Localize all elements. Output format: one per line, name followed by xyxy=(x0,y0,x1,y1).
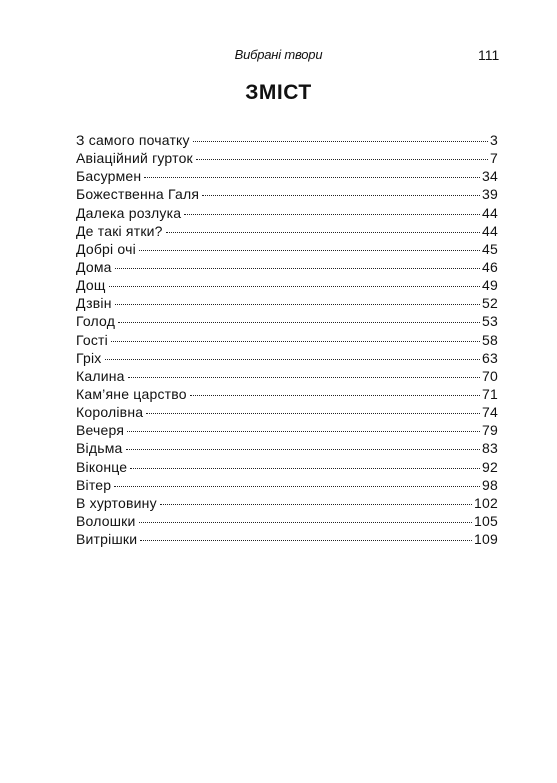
toc-entry xyxy=(76,276,498,294)
toc-entry-page: 79 xyxy=(482,422,498,439)
dot-leader xyxy=(118,321,480,323)
dot-leader xyxy=(130,467,480,469)
toc-entry-title: Дзвін xyxy=(76,295,112,312)
toc-entry-title: Басурмен xyxy=(76,168,142,185)
dot-leader xyxy=(140,539,472,541)
toc-entry xyxy=(76,222,498,240)
toc-entry-page: 52 xyxy=(482,295,498,312)
dot-leader xyxy=(202,194,480,196)
toc-entry-title: Витрішки xyxy=(76,531,138,548)
dot-leader xyxy=(111,340,480,342)
toc-entry-title: Божественна Галя xyxy=(76,186,200,203)
toc-entry-page: 45 xyxy=(482,240,498,257)
toc-entry-page: 98 xyxy=(482,476,498,493)
dot-leader xyxy=(196,158,488,160)
dot-leader xyxy=(114,485,480,487)
dot-leader xyxy=(144,176,480,178)
toc-entry-page: 63 xyxy=(482,349,498,366)
toc-entry-page: 39 xyxy=(482,186,498,203)
table-of-contents xyxy=(76,131,498,548)
toc-entry-title: Волошки xyxy=(76,512,136,529)
toc-entry xyxy=(76,294,498,312)
toc-entry xyxy=(76,421,498,439)
toc-entry xyxy=(76,167,498,185)
toc-entry xyxy=(76,439,498,457)
toc-entry-page: 92 xyxy=(482,458,498,475)
toc-entry-page: 70 xyxy=(482,367,498,384)
toc-entry-page: 102 xyxy=(474,494,498,511)
toc-entry xyxy=(76,240,498,258)
toc-entry-page: 74 xyxy=(482,404,498,421)
toc-entry-page: 34 xyxy=(482,168,498,185)
toc-entry-title: Дощ xyxy=(76,277,106,294)
running-header xyxy=(0,45,557,65)
toc-entry-page: 46 xyxy=(482,258,498,275)
toc-entry-title: Відьма xyxy=(76,440,123,457)
toc-entry-title: Кам’яне царство xyxy=(76,385,187,402)
toc-entry xyxy=(76,403,498,421)
running-title: Вибрані твори xyxy=(234,47,323,62)
contents-title: ЗМІСТ xyxy=(245,81,312,104)
dot-leader xyxy=(160,503,472,505)
toc-entry-title: В хуртовину xyxy=(76,494,157,511)
toc-entry xyxy=(76,131,498,149)
toc-entry xyxy=(76,149,498,167)
toc-entry xyxy=(76,185,498,203)
toc-entry-page: 71 xyxy=(482,385,498,402)
toc-entry xyxy=(76,204,498,222)
dot-leader xyxy=(139,249,480,251)
toc-entry xyxy=(76,349,498,367)
toc-entry-title: Де такі ятки? xyxy=(76,222,163,239)
toc-entry-page: 44 xyxy=(482,222,498,239)
page-number: 111 xyxy=(478,47,500,63)
dot-leader xyxy=(109,285,480,287)
dot-leader xyxy=(115,303,480,305)
dot-leader xyxy=(105,358,481,360)
dot-leader xyxy=(184,213,480,215)
toc-entry-title: Гості xyxy=(76,331,108,348)
dot-leader xyxy=(166,231,480,233)
dot-leader xyxy=(115,267,480,269)
toc-entry-page: 3 xyxy=(490,132,498,148)
toc-entry xyxy=(76,312,498,330)
toc-entry xyxy=(76,331,498,349)
dot-leader xyxy=(127,430,480,432)
toc-entry xyxy=(76,458,498,476)
toc-entry xyxy=(76,367,498,385)
dot-leader xyxy=(139,521,473,523)
toc-entry-title: Дома xyxy=(76,258,112,275)
toc-entry-page: 44 xyxy=(482,204,498,221)
toc-entry-title: Добрі очі xyxy=(76,240,136,257)
toc-entry-page: 83 xyxy=(482,440,498,457)
dot-leader xyxy=(193,140,488,142)
toc-entry xyxy=(76,530,498,548)
dot-leader xyxy=(126,448,480,450)
dot-leader xyxy=(146,412,480,414)
toc-entry-title: Далека розлука xyxy=(76,204,182,221)
toc-entry-page: 109 xyxy=(474,531,498,548)
toc-entry-page: 53 xyxy=(482,313,498,330)
toc-entry-page: 58 xyxy=(482,331,498,348)
dot-leader xyxy=(128,376,480,378)
toc-entry xyxy=(76,512,498,530)
toc-entry-page: 49 xyxy=(482,277,498,294)
toc-entry-title: Вечеря xyxy=(76,422,125,439)
toc-entry-page: 105 xyxy=(474,512,498,529)
toc-entry xyxy=(76,258,498,276)
toc-entry-title: Віконце xyxy=(76,458,128,475)
toc-entry-title: Авіаційний гурток xyxy=(76,150,193,167)
toc-entry xyxy=(76,385,498,403)
toc-entry xyxy=(76,494,498,512)
toc-entry-title: Вітер xyxy=(76,476,112,493)
toc-entry xyxy=(76,476,498,494)
toc-entry-title: З самого початку xyxy=(76,132,190,148)
toc-entry-page: 7 xyxy=(490,150,498,167)
toc-entry-title: Гріх xyxy=(76,349,102,366)
toc-entry-title: Калина xyxy=(76,367,125,384)
toc-entry-title: Голод xyxy=(76,313,116,330)
dot-leader xyxy=(190,394,480,396)
toc-entry-title: Королівна xyxy=(76,404,144,421)
